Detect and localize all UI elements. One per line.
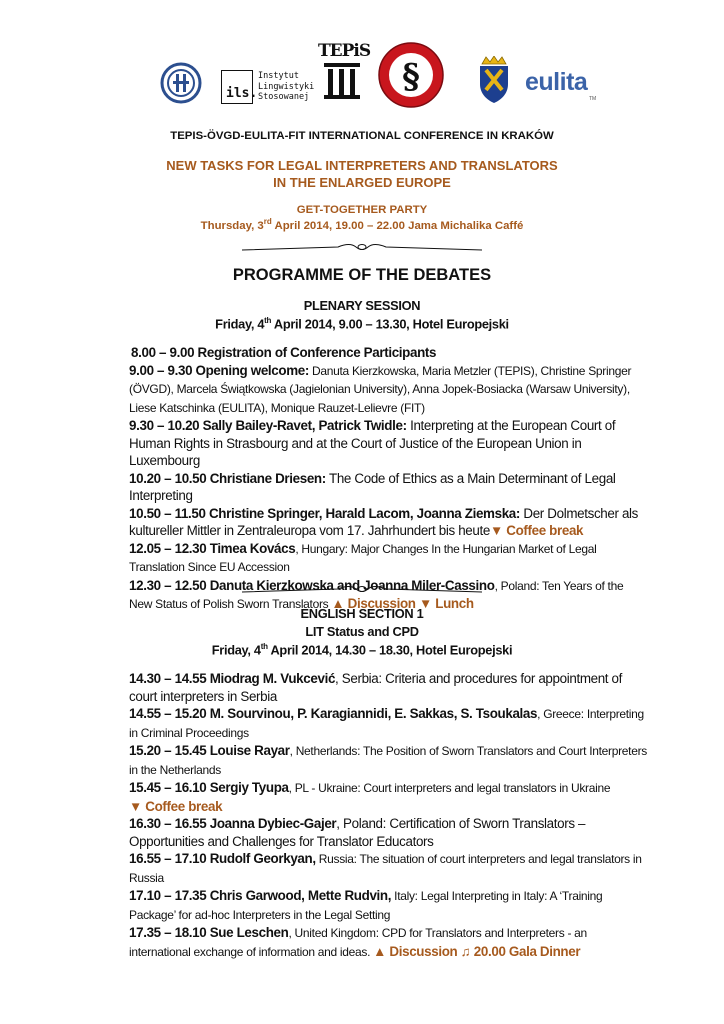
programme-item <box>129 887 649 924</box>
ils-name-line: Instytut <box>258 71 299 81</box>
section1-date-prefix: Friday, 4 <box>211 642 261 658</box>
item-topic: , Greece: Interpreting in Criminal Proceedings <box>129 707 644 740</box>
item-topic: Der Dolmetscher als kultureller Mittler in Zentraleuropa vom 17. Jahrhundert bis heute <box>129 505 639 538</box>
item-topic: , Poland: Ten Years of the New Status of Polish Sworn Translators <box>129 578 624 611</box>
programme-item <box>129 779 649 798</box>
programme-item <box>129 470 649 505</box>
item-time-speaker: 15.20 – 15.45 Louise Rayar <box>129 743 290 758</box>
logo-bar <box>0 41 724 108</box>
ils-name-line: Lingwistyki <box>258 81 315 92</box>
item-topic: Interpreting at the European Court of Human Rights in Strasbourg and at the Court of Justice of the European Union in Luxembourg <box>129 418 616 468</box>
item-time-speaker: 9.30 – 10.20 Sally Bailey-Ravet, Patrick Twidle: <box>129 418 407 433</box>
ornament-divider <box>242 240 482 254</box>
item-topic: The Code of Ethics as a Main Determinant of Legal Interpreting <box>129 470 616 503</box>
party-date-suffix: April 2014, 19.00 – 22.00 Jama Michalika Caffé <box>271 219 524 232</box>
programme-item <box>129 670 649 705</box>
tepis-logo-text: TEPiS <box>318 41 371 61</box>
item-topic: , Netherlands: The Position of Sworn Translators and Court Interpreters in the Netherlands <box>129 744 647 777</box>
item-time-speaker: 17.10 – 17.35 Chris Garwood, Mette Rudvin, <box>129 888 392 903</box>
section1-programme <box>129 670 649 961</box>
item-break-note: ▼ Coffee break <box>489 523 584 538</box>
programme-item <box>129 362 649 418</box>
item-time-speaker: 10.20 – 10.50 Christiane Driesen: <box>129 470 326 486</box>
item-break-note: ▼ Coffee break <box>129 798 223 814</box>
programme-item <box>129 815 649 850</box>
tlumacze-seal-logo <box>377 41 445 114</box>
item-topic: Russia: The situation of court interpreters and legal translators in Russia <box>129 852 642 885</box>
section1-title: ENGLISH SECTION 1 <box>300 606 424 621</box>
programme-item <box>129 798 649 816</box>
jagiellonian-crest-logo <box>477 56 511 109</box>
eulita-logo-text: eulita <box>525 68 588 96</box>
party-title: GET-TOGETHER PARTY <box>296 204 428 216</box>
item-topic: Italy: Legal Interpreting in Italy: A ‘Training Package’ for ad-hoc Interpreters in the Legal Setting <box>129 889 603 922</box>
main-title-line: IN THE ENLARGED EUROPE <box>273 175 451 190</box>
item-time-speaker: 16.30 – 16.55 Joanna Dybiec-Gajer <box>129 816 337 831</box>
registration-line: 8.00 – 9.00 Registration of Conference Participants <box>131 345 437 360</box>
programme-title: PROGRAMME OF THE DEBATES <box>232 266 492 284</box>
plenary-title: PLENARY SESSION <box>303 298 421 313</box>
item-topic: , PL - Ukraine: Court interpreters and legal translators in Ukraine <box>288 781 611 795</box>
plenary-date-prefix: Friday, 4 <box>215 316 265 332</box>
item-topic: , United Kingdom: CPD for Translators and Interpreters - an international exchange of information and ideas. <box>129 926 587 959</box>
item-time-speaker: 14.30 – 14.55 Miodrag M. Vukcević <box>129 671 336 686</box>
item-time-speaker: 16.55 – 17.10 Rudolf Georkyan, <box>129 851 316 866</box>
item-topic: Danuta Kierzkowska, Maria Metzler (TEPIS), Christine Springer (ÖVGD), Marcela Świątkowska (Jagielonian University), Anna Jopek-Bosiacka (Warsaw University), Liese Katschinka (EULITA), Monique Rauzet-Lelievre (FIT) <box>129 363 632 415</box>
section1-date <box>0 642 724 657</box>
svg-text:§: § <box>402 57 420 97</box>
item-topic: , Serbia: Criteria and procedures for appointment of court interpreters in Serbia <box>129 671 623 704</box>
plenary-date-sup: th <box>264 316 272 325</box>
main-title-line: NEW TASKS FOR LEGAL INTERPRETERS AND TRANSLATORS <box>166 158 558 173</box>
programme-item <box>129 850 649 887</box>
ils-name-line: Stosowanej <box>258 92 310 102</box>
eulita-logo <box>525 68 605 104</box>
programme-item <box>129 417 649 470</box>
party-date-prefix: Thursday, 3 <box>200 219 264 232</box>
ovgd-logo <box>160 62 202 109</box>
plenary-programme <box>129 344 649 614</box>
ils-logo-text: ils. <box>226 86 258 101</box>
item-topic: , Hungary: Major Changes In the Hungarian Market of Legal Translation Since EU Accession <box>129 541 597 574</box>
item-time-speaker: 17.35 – 18.10 Sue Leschen <box>129 925 289 940</box>
ils-logo <box>221 70 315 104</box>
eulita-tm: TM <box>589 96 597 102</box>
section1-date-suffix: April 2014, 14.30 – 18.30, Hotel Europejski <box>267 642 513 658</box>
item-time-speaker: 12.30 – 12.50 Danuta Kierzkowska and Joanna Miler-Cassino <box>129 577 495 593</box>
ornament-divider <box>242 582 482 596</box>
item-break-note: ▲ Discussion ▼ Lunch <box>331 596 474 611</box>
plenary-date-suffix: April 2014, 9.00 – 13.30, Hotel Europejski <box>271 316 509 332</box>
item-time-speaker: 12.05 – 12.30 Timea Kovács <box>129 540 296 556</box>
item-time-speaker: 14.55 – 15.20 M. Sourvinou, P. Karagiannidi, E. Sakkas, S. Tsoukalas <box>129 706 538 721</box>
item-time-speaker: 15.45 – 16.10 Sergiy Tyupa <box>129 780 289 795</box>
programme-item <box>129 924 649 961</box>
tepis-logo <box>318 41 371 103</box>
section1-subtitle: LIT Status and CPD <box>305 624 419 639</box>
section1-date-sup: th <box>260 642 268 651</box>
conference-line: TEPIS-ÖVGD-EULITA-FIT INTERNATIONAL CONFERENCE IN KRAKÓW <box>170 130 554 142</box>
programme-item <box>129 742 649 779</box>
item-topic: , Poland: Certification of Sworn Translators – Opportunities and Challenges for Translator Educators <box>129 816 586 849</box>
main-title <box>0 157 724 191</box>
item-time-speaker: 10.50 – 11.50 Christine Springer, Harald Lacom, Joanna Ziemska: <box>129 505 521 521</box>
party-date <box>0 217 724 232</box>
item-break-note: ▲ Discussion ♫ 20.00 Gala Dinner <box>373 943 581 959</box>
programme-item <box>129 705 649 742</box>
programme-item <box>129 505 649 540</box>
programme-item <box>129 540 649 577</box>
plenary-date <box>0 316 724 331</box>
party-date-sup: rd <box>263 217 272 226</box>
item-time-speaker: 9.00 – 9.30 Opening welcome: <box>129 362 309 378</box>
